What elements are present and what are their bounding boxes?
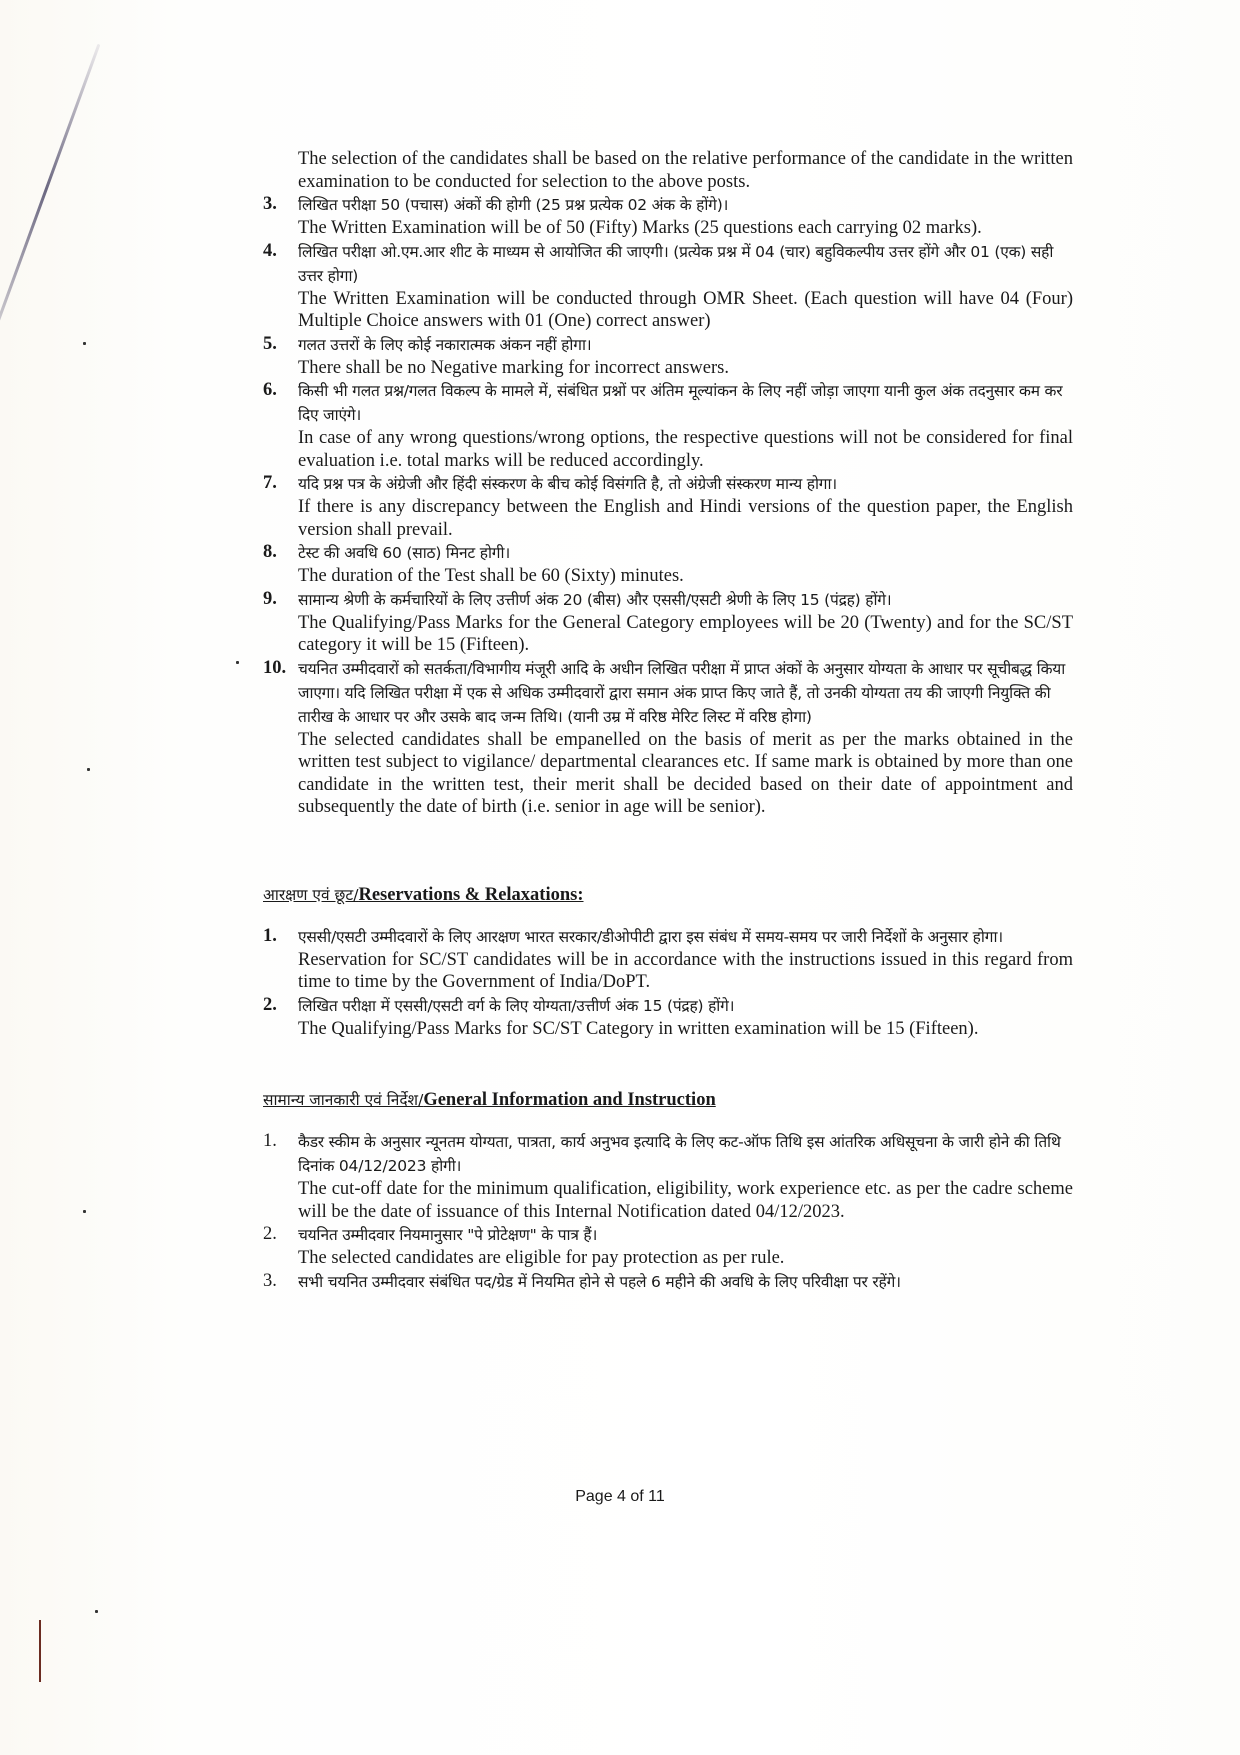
list-item: [263, 472, 1073, 541]
item-number: 2.: [263, 994, 277, 1015]
section-title-hindi: आरक्षण एवं छूट/: [263, 885, 359, 904]
item-english-text: There shall be no Negative marking for incorrect answers.: [298, 357, 729, 378]
scan-speck: [83, 342, 86, 345]
item-english-text: The duration of the Test shall be 60 (Sixty) minutes.: [298, 566, 684, 586]
item-english-text: The cut-off date for the minimum qualification, eligibility, work experience etc. as per the cadre scheme will be the date of issuance of this Internal Notification dated 04/12/2023.: [298, 1179, 1073, 1222]
item-number: 1.: [263, 1131, 277, 1151]
reservations-list: [263, 925, 1073, 1041]
list-item: [263, 1223, 1073, 1270]
page-number-footer: Page 4 of 11: [575, 1488, 665, 1505]
item-number: 8.: [263, 542, 277, 562]
item-number: 1.: [263, 925, 277, 946]
item-number: 9.: [263, 588, 277, 609]
section-title-reservations: [263, 883, 1073, 907]
item-number: 6.: [263, 380, 277, 400]
list-item: [263, 994, 1073, 1041]
item-number: 3.: [263, 1270, 277, 1291]
scan-speck: [87, 768, 90, 771]
item-english-text: If there is any discrepancy between the English and Hindi versions of the question paper, the English version shall prevail.: [298, 497, 1073, 540]
item-hindi-text: लिखित परीक्षा में एससी/एसटी वर्ग के लिए योग्यता/उत्तीर्ण अंक 15 (पंद्रह) होंगे।: [298, 996, 735, 1015]
item-hindi-text: कैडर स्कीम के अनुसार न्यूनतम योग्यता, पात्रता, कार्य अनुभव इत्यादि के लिए कट-ऑफ तिथि इस आंतरिक अधिसूचना के जारी होने की तिथि दिनांक 04/12/2023 होगी।: [298, 1133, 1061, 1175]
general-info-list: [263, 1130, 1073, 1294]
section-title-english: Reservations & Relaxations:: [358, 884, 584, 905]
item-english-text: In case of any wrong questions/wrong options, the respective questions will not be considered for final evaluation i.e. total marks will be reduced accordingly.: [298, 428, 1073, 471]
item-number: 7.: [263, 473, 277, 493]
section-title-hindi: सामान्य जानकारी एवं निर्देश/: [263, 1091, 424, 1109]
item-english-text: The Qualifying/Pass Marks for the General Category employees will be 20 (Twenty) and for the SC/ST category it will be 15 (Fifteen).: [298, 612, 1073, 655]
item-hindi-text: एससी/एसटी उम्मीदवारों के लिए आरक्षण भारत सरकार/डीओपीटी द्वारा इस संबंध में समय-समय पर जारी निर्देशों के अनुसार होगा।: [298, 927, 1003, 946]
item-english-text: The selected candidates shall be empanelled on the basis of merit as per the marks obtained in the written test subject to vigilance/ departmental clearances etc. If same mark is obtained by more than one candidate in the written test, their merit shall be decided based on their date of appointment and subsequently the date of birth (i.e. senior in age will be senior).: [298, 729, 1073, 817]
item-number: 3.: [263, 194, 277, 214]
list-item: [263, 588, 1073, 657]
list-item: [263, 925, 1073, 994]
list-item: [263, 1130, 1073, 1223]
list-item: [263, 541, 1073, 588]
item-hindi-text: चयनित उम्मीदवारों को सतर्कता/विभागीय मंजूरी आदि के अधीन लिखित परीक्षा में प्राप्त अंकों के अनुसार योग्यता के आधार पर सूचीबद्ध किया जाएगा। यदि लिखित परीक्षा में एक से अधिक उम्मीदवारों द्वारा समान अंक प्राप्त किए जाते हैं, तो उनकी योग्यता तय की जाएगी नियुक्ति की तारीख के आधार पर और उसके बाद जन्म तिथि। (यानी उम्र में वरिष्ठ मेरिट लिस्ट में वरिष्ठ होगा): [298, 659, 1066, 726]
document-body: [263, 148, 1073, 1294]
list-item: [263, 193, 1073, 240]
item-english-text: Reservation for SC/ST candidates will be in accordance with the instructions issued in this regard from time to time by the Government of India/DoPT.: [298, 949, 1073, 992]
item-english-text: The Written Examination will be conducted through OMR Sheet. (Each question will have 04 (Four) Multiple Choice answers with 01 (One) correct answer): [298, 288, 1073, 331]
scan-speck: [83, 1210, 86, 1213]
section-title-general-info: [263, 1088, 1073, 1112]
item-hindi-text: सामान्य श्रेणी के कर्मचारियों के लिए उत्तीर्ण अंक 20 (बीस) और एससी/एसटी श्रेणी के लिए 15 (पंद्रह) होंगे।: [298, 590, 892, 609]
item-number: 10.: [263, 657, 287, 678]
scan-speck: [236, 661, 239, 664]
list-item: [263, 379, 1073, 472]
item-hindi-text: टेस्ट की अवधि 60 (साठ) मिनट होगी।: [298, 544, 511, 562]
item-hindi-text: लिखित परीक्षा ओ.एम.आर शीट के माध्यम से आयोजित की जाएगी। (प्रत्येक प्रश्न में 04 (चार) बहुविकल्पीय उत्तर होंगे और 01 (एक) सही उत्तर होगा): [298, 242, 1054, 285]
item-hindi-text: किसी भी गलत प्रश्न/गलत विकल्प के मामले में, संबंधित प्रश्नों पर अंतिम मूल्यांकन के लिए नहीं जोड़ा जाएगा यानी कुल अंक तदनुसार कम कर दिए जाएंगे।: [298, 382, 1063, 424]
item-hindi-text: यदि प्रश्न पत्र के अंग्रेजी और हिंदी संस्करण के बीच कोई विसंगति है, तो अंग्रेजी संस्करण मान्य होगा।: [298, 475, 837, 493]
scan-artifact-line: [0, 44, 100, 336]
item-hindi-text: सभी चयनित उम्मीदवार संबंधित पद/ग्रेड में नियमित होने से पहले 6 महीने की अवधि के लिए परिवीक्षा पर रहेंगे।: [298, 1272, 901, 1291]
item-hindi-text: लिखित परीक्षा 50 (पचास) अंकों की होगी (25 प्रश्न प्रत्येक 02 अंक के होंगे)।: [298, 196, 729, 214]
item-hindi-text: चयनित उम्मीदवार नियमानुसार "पे प्रोटेक्षण" के पात्र हैं।: [298, 1226, 598, 1244]
item-english-text: The Qualifying/Pass Marks for SC/ST Category in written examination will be 15 (Fifteen).: [298, 1018, 979, 1039]
item-english-text: The selected candidates are eligible for pay protection as per rule.: [298, 1248, 785, 1268]
item-hindi-text: गलत उत्तरों के लिए कोई नकारात्मक अंकन नहीं होगा।: [298, 335, 592, 354]
list-item: [263, 657, 1073, 819]
item-number: 4.: [263, 240, 277, 261]
item-number: 5.: [263, 333, 277, 354]
intro-continuation: The selection of the candidates shall be based on the relative performance of the candidate in the written examination to be conducted for selection to the above posts.: [298, 149, 1073, 192]
scan-artifact-edge-mark: [39, 1620, 41, 1682]
list-item: [263, 240, 1073, 333]
list-item: [263, 1270, 1073, 1294]
item-english-text: The Written Examination will be of 50 (Fifty) Marks (25 questions each carrying 02 marks).: [298, 218, 982, 238]
item-number: 2.: [263, 1224, 277, 1244]
list-item: [263, 333, 1073, 380]
exam-rules-list: [263, 193, 1073, 819]
section-title-english: General Information and Instruction: [423, 1090, 716, 1110]
scan-speck: [95, 1610, 98, 1613]
